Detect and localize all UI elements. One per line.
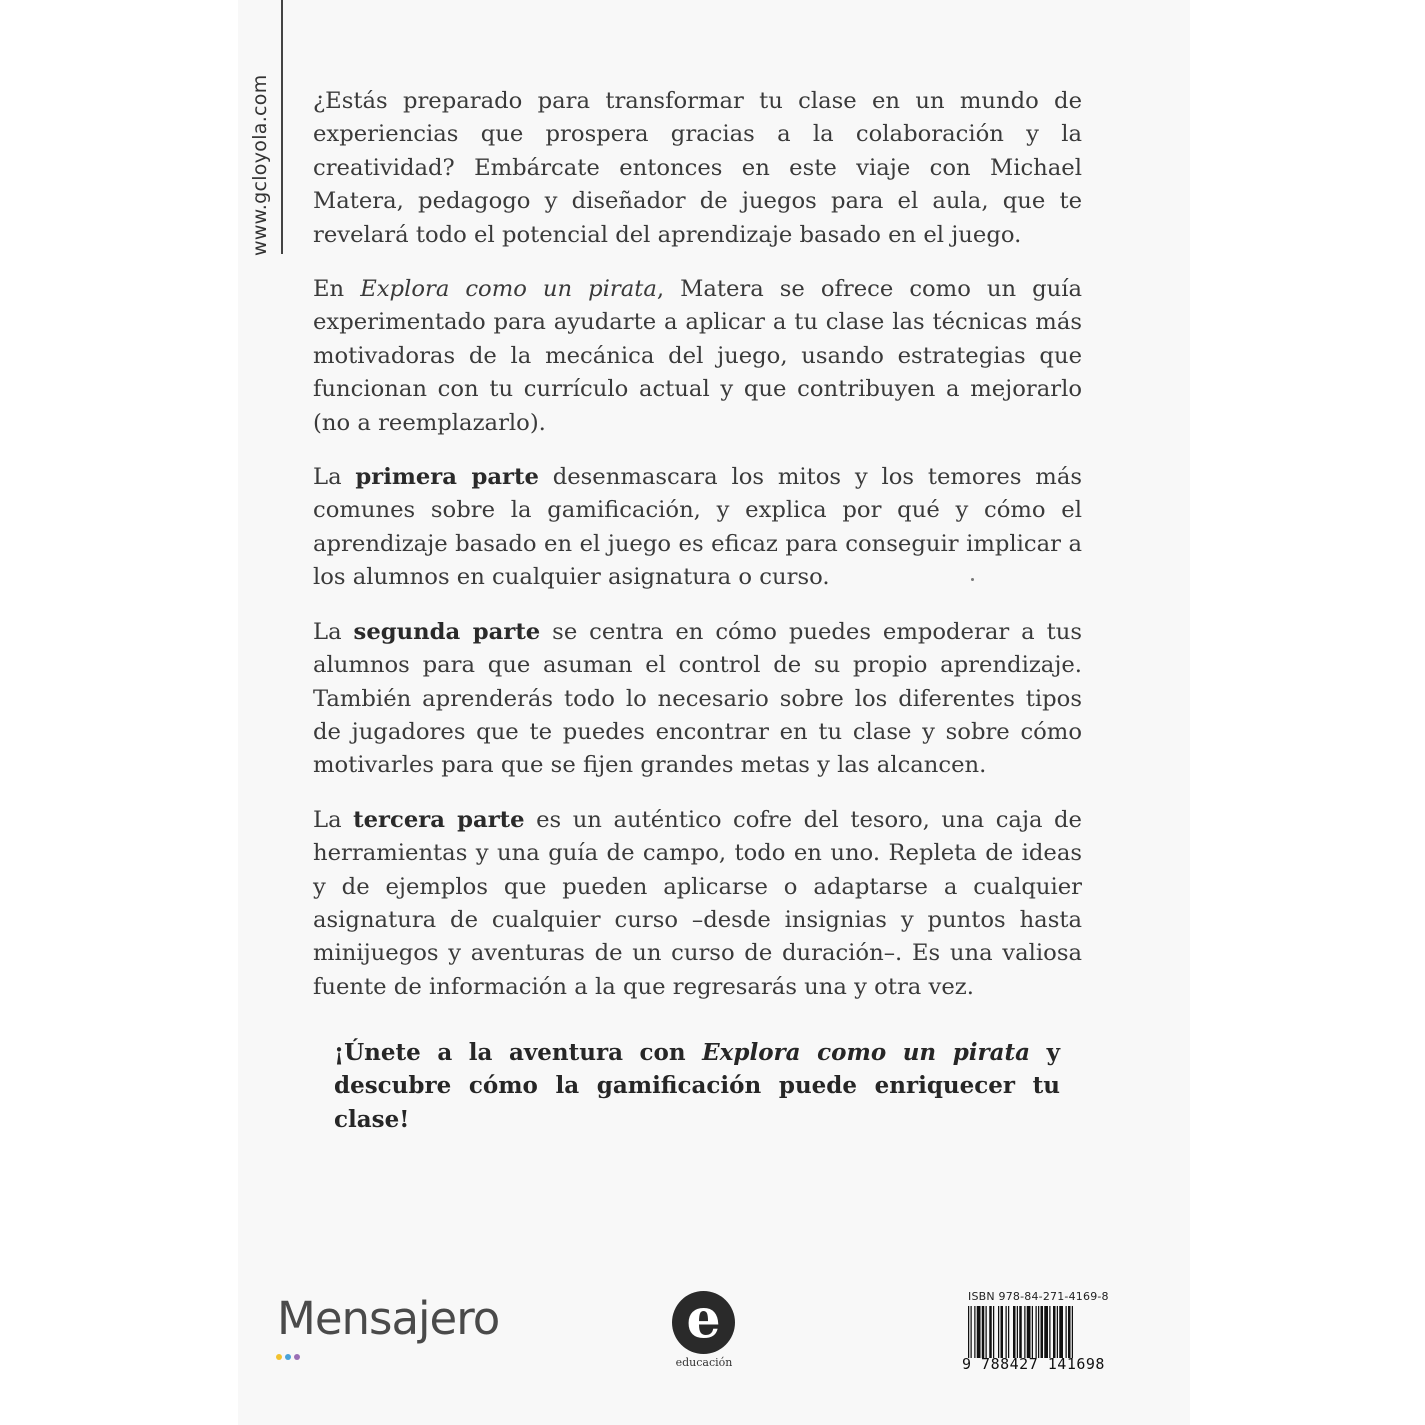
print-speck (971, 578, 974, 581)
logo-dot (294, 1354, 300, 1360)
barcode-bar (1068, 1306, 1071, 1358)
barcode-bar (1072, 1306, 1073, 1358)
barcode-bar (1036, 1306, 1037, 1358)
barcode-bar (1041, 1306, 1044, 1358)
part-one-paragraph: La primera parte desenmascara los mitos y los temores más comunes sobre la gamificación, y explica por qué y cómo el aprendizaje basado en el juego es eficaz para conseguir implicar a los alumnos en cualquier asignatura o curso. (313, 464, 1082, 591)
part-two-label: segunda parte (353, 618, 541, 645)
barcode-bar (1013, 1306, 1016, 1358)
barcode-bar (1057, 1306, 1058, 1358)
spine-rule (281, 0, 283, 254)
barcode-bar (1032, 1306, 1033, 1358)
barcode-bar (1024, 1306, 1025, 1358)
barcode-bar (989, 1306, 992, 1358)
barcode-bar (1059, 1306, 1063, 1358)
barcode-bar (1044, 1306, 1048, 1358)
closing-book-title: Explora como un pirata (702, 1039, 1031, 1066)
imprint-logo: e (672, 1291, 735, 1354)
part-one-label: primera parte (355, 464, 539, 491)
barcode-digits: 9 788427 141698 (962, 1355, 1105, 1373)
intro-paragraph: ¿Estás preparado para transformar tu clase en un mundo de experiencias que prospera gracias a la colaboración y la creatividad? Embárcate entonces en este viaje con Michael Matera, pedagogo y diseñador de juegos para el aula, que te revelará todo el potencial del aprendizaje basado en el juego. (313, 88, 1082, 248)
publisher-logo-dots (276, 1345, 303, 1364)
barcode-bar (1017, 1306, 1018, 1358)
barcode-bar (1008, 1306, 1009, 1358)
part-three-label: tercera parte (353, 806, 525, 833)
isbn-label: ISBN 978-84-271-4169-8 (968, 1290, 1109, 1303)
book-title: Explora como un pirata (360, 276, 657, 303)
barcode-bar (1006, 1306, 1007, 1358)
logo-dot (285, 1354, 291, 1360)
book-paragraph: En Explora como un pirata, Matera se ofrece como un guía experimentado para ayudarte a aplicar a tu clase las técnicas más motivadoras de la mecánica del juego, usando estrategias que funcionan con tu currículo actual y que contribuyen a mejorarlo (no a reemplazarlo). (313, 276, 1082, 436)
imprint-label: educación (675, 1356, 733, 1369)
publisher-logo: Mensajero (277, 1292, 500, 1345)
barcode-bar (1038, 1306, 1039, 1358)
part-three-paragraph: La tercera parte es un auténtico cofre del tesoro, una caja de herramientas y una guía de campo, todo en uno. Repleta de ideas y de ejemplos que pueden aplicarse o adaptarse a cualquier asignatura de cualquier curso –desde insignias y puntos hasta minijuegos y aventuras de un curso de duración–. Es una valiosa fuente de información a la que regresarás una y otra vez. (313, 806, 1082, 1000)
logo-dot (276, 1354, 282, 1360)
barcode-bar (968, 1306, 969, 1358)
barcode-bar (971, 1306, 972, 1358)
barcode-bar (977, 1306, 981, 1358)
part-two-paragraph: La segunda parte se centra en cómo puedes empoderar a tus alumnos para que asuman el control de su propio aprendizaje. También aprenderás todo lo necesario sobre los diferentes tipos de jugadores que te puedes encontrar en tu clase y sobre cómo motivarles para que se fijen grandes metas y las alcancen. (313, 618, 1082, 779)
barcode-bar (1019, 1306, 1022, 1358)
barcode-bar (982, 1306, 985, 1358)
barcode-bar (986, 1306, 987, 1358)
closing-call-to-action: ¡Únete a la aventura con Explora como un pirata y descubre cómo la gamificación puede enriquecer tu clase! (334, 1039, 1061, 1133)
blurb-text (313, 85, 1082, 1025)
barcode-bar (1027, 1306, 1031, 1358)
website-url: www.gcloyola.com (249, 74, 271, 256)
barcode-bar (974, 1306, 975, 1358)
barcode-bar (1053, 1306, 1056, 1358)
barcode-bar (1001, 1306, 1004, 1358)
barcode (966, 1306, 1116, 1358)
barcode-bar (998, 1306, 999, 1358)
barcode-bar (993, 1306, 994, 1358)
barcode-bar (1066, 1306, 1067, 1358)
barcode-bar (1049, 1306, 1050, 1358)
